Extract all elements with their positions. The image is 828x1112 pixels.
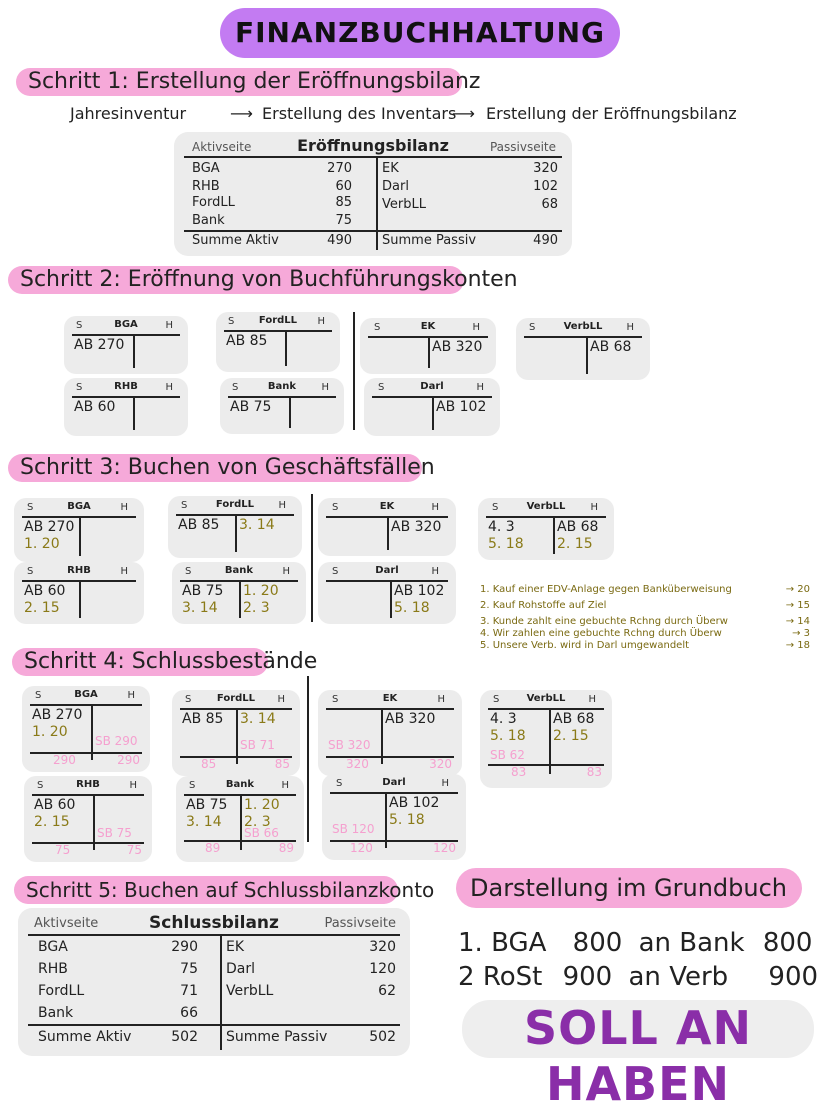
account-name: VerbLL	[526, 501, 566, 512]
soll-entry: 2. 15	[34, 814, 70, 830]
haben-entry: 2. 15	[553, 728, 589, 744]
soll-label: S	[189, 780, 196, 791]
t-account-ek	[318, 498, 456, 556]
t-account-bank	[220, 378, 344, 434]
bilanz-title: Eröffnungsbilanz	[297, 136, 449, 155]
total-haben: 75	[126, 843, 142, 857]
arrow-icon: ⟶	[452, 104, 475, 123]
divider	[220, 934, 222, 1050]
account-name: BGA	[74, 689, 98, 700]
entry-number: 2	[458, 962, 475, 992]
haben-label: H	[120, 566, 128, 577]
total-haben: 83	[586, 765, 602, 779]
haben-entry: 5. 18	[394, 600, 430, 616]
haben-entry: 2. 3	[244, 814, 271, 830]
t-line-vertical	[428, 336, 430, 368]
t-line-horizontal	[326, 580, 448, 582]
soll-label: S	[27, 566, 34, 577]
soll-entry: 2. 15	[24, 600, 60, 616]
account-name: VerbLL	[526, 693, 566, 704]
sum-value: 502	[171, 1029, 198, 1045]
haben-label: H	[278, 500, 286, 511]
t-line-vertical	[553, 516, 555, 554]
t-line-horizontal	[32, 794, 144, 796]
haben-label: H	[120, 502, 128, 513]
bilanz-value: 290	[171, 939, 198, 955]
account-name: RHB	[114, 381, 138, 392]
case-text: 5. Unsere Verb. wird in Darl umgewandelt	[480, 640, 690, 651]
flow-item-3: Erstellung der Eröffnungsbilanz	[486, 104, 737, 123]
step4-heading: Schritt 4: Schlussbestände	[12, 648, 268, 676]
case-amount: → 15	[785, 600, 810, 611]
haben-entry: 2. 3	[243, 600, 270, 616]
soll-entry: 1. 20	[24, 536, 60, 552]
haben-label: H	[281, 780, 289, 791]
total-soll: 120	[350, 841, 373, 855]
bilanz-label: Bank	[38, 1005, 74, 1021]
bilanz-label: Darl	[226, 961, 256, 977]
divider	[307, 676, 309, 842]
soll-label: S	[76, 320, 83, 331]
account-name: EK	[379, 501, 395, 512]
haben-entry: 1. 20	[244, 797, 280, 813]
t-line-vertical	[390, 580, 392, 618]
t-account-darl	[364, 378, 500, 436]
bilanz-value: 68	[541, 197, 558, 212]
soll-label: S	[492, 502, 499, 513]
t-account-bga	[64, 316, 188, 374]
schlussbilanz	[18, 908, 410, 1056]
account-name: FordLL	[258, 315, 298, 326]
soll-label: S	[378, 382, 385, 393]
haben-label: H	[277, 694, 285, 705]
total-haben: 290	[117, 753, 140, 767]
account-name: BGA	[67, 501, 91, 512]
bilanz-label: Bank	[192, 213, 225, 228]
haben-entry: AB 68	[590, 339, 632, 355]
t-line-vertical	[79, 516, 81, 556]
bilanz-value: 71	[180, 983, 198, 999]
soll-entry: AB 75	[186, 797, 228, 813]
soll-entry: 5. 18	[490, 728, 526, 744]
haben-label: H	[317, 316, 325, 327]
eroeffnungsbilanz	[174, 132, 572, 256]
sum-label: Summe Passiv	[226, 1029, 328, 1045]
bilanz-value: 62	[378, 983, 396, 999]
t-line-horizontal	[224, 330, 332, 332]
t-line-vertical	[586, 336, 588, 374]
soll-entry: AB 85	[178, 517, 220, 533]
aktivseite-label: Aktivseite	[192, 140, 252, 154]
business-cases	[480, 584, 810, 652]
total-haben: 320	[429, 757, 452, 771]
passivseite-label: Passivseite	[489, 140, 556, 154]
haben-entry: AB 68	[557, 519, 599, 535]
total-soll: 89	[205, 841, 221, 855]
step5-heading: Schritt 5: Buchen auf Schlussbilanzkonto	[14, 876, 398, 904]
total-soll: 75	[55, 843, 71, 857]
total-haben: 120	[433, 841, 456, 855]
haben-entry: 1. 20	[243, 583, 279, 599]
account-name: VerbLL	[563, 321, 603, 332]
sum-value: 502	[369, 1029, 396, 1045]
closing-balance: SB 71	[240, 738, 275, 752]
haben-label: H	[476, 382, 484, 393]
soll-label: S	[185, 566, 192, 577]
closing-balance: SB 320	[328, 738, 371, 752]
bilanz-value: 60	[335, 179, 352, 194]
case-item	[480, 600, 810, 612]
total-soll: 83	[511, 765, 527, 779]
aktivseite-label: Aktivseite	[34, 916, 99, 931]
flow-item-1: Jahresinventur	[70, 104, 187, 123]
t-account-verbll	[516, 318, 650, 380]
soll-entry: AB 85	[226, 333, 268, 349]
bilanz-label: Darl	[382, 179, 409, 194]
t-account-bank	[172, 562, 306, 624]
account-name: Darl	[420, 381, 444, 392]
step3-heading: Schritt 3: Buchen von Geschäftsfällen	[8, 454, 422, 482]
soll-entry: AB 75	[230, 399, 272, 415]
soll-entry: 3. 14	[186, 814, 222, 830]
bilanz-value: 120	[369, 961, 396, 977]
haben-label: H	[165, 382, 173, 393]
haben-label: H	[588, 694, 596, 705]
t-line-vertical	[387, 516, 389, 550]
soll-label: S	[185, 694, 192, 705]
bilanz-label: VerbLL	[382, 197, 426, 212]
entry-an: an	[638, 928, 671, 958]
haben-entry: AB 102	[389, 795, 440, 811]
soll-entry: AB 75	[182, 583, 224, 599]
soll-entry: 4. 3	[490, 711, 517, 727]
soll-label: S	[374, 322, 381, 333]
haben-entry: 3. 14	[239, 517, 275, 533]
page-title: FINANZBUCHHALTUNG	[220, 8, 620, 58]
t-line-horizontal	[488, 708, 604, 710]
soll-label: S	[27, 502, 34, 513]
haben-label: H	[129, 780, 137, 791]
haben-label: H	[127, 690, 135, 701]
bilanz-label: VerbLL	[226, 983, 274, 999]
soll-entry: AB 85	[182, 711, 224, 727]
haben-entry: AB 320	[391, 519, 442, 535]
haben-entry: 5. 18	[389, 812, 425, 828]
haben-label: H	[626, 322, 634, 333]
account-name: EK	[382, 693, 398, 704]
t-line-horizontal	[524, 336, 642, 338]
closing-balance: SB 62	[490, 748, 525, 762]
soll-entry: AB 270	[74, 337, 125, 353]
soll-entry: AB 270	[24, 519, 75, 535]
t-line-horizontal	[326, 708, 454, 710]
haben-label: H	[321, 382, 329, 393]
soll-label: S	[228, 316, 235, 327]
soll-an-haben-slogan: SOLL AN HABEN	[462, 1000, 814, 1058]
haben-entry: AB 102	[436, 399, 487, 415]
case-item	[480, 584, 810, 596]
account-name: Bank	[224, 565, 254, 576]
account-name: Bank	[267, 381, 297, 392]
t-account-darl	[318, 562, 456, 624]
haben-label: H	[590, 502, 598, 513]
haben-entry: AB 320	[385, 711, 436, 727]
soll-label: S	[181, 500, 188, 511]
entry-debit-account: BGA	[491, 928, 547, 958]
account-name: FordLL	[216, 693, 256, 704]
t-line-vertical	[235, 514, 237, 552]
t-account-bank	[176, 776, 304, 862]
divider	[28, 934, 400, 936]
step1-heading: Schritt 1: Erstellung der Eröffnungsbilanz	[16, 68, 462, 96]
closing-balance: SB 75	[97, 826, 132, 840]
haben-label: H	[282, 566, 290, 577]
t-account-rhb	[24, 776, 152, 862]
account-name: BGA	[114, 319, 138, 330]
soll-label: S	[493, 694, 500, 705]
soll-label: S	[35, 690, 42, 701]
soll-entry: AB 60	[74, 399, 116, 415]
bilanz-value: 75	[335, 213, 352, 228]
t-account-ek	[318, 690, 462, 776]
haben-label: H	[437, 694, 445, 705]
sum-label: Summe Aktiv	[192, 233, 279, 248]
bilanz-label: FordLL	[38, 983, 85, 999]
soll-entry: 5. 18	[488, 536, 524, 552]
haben-entry: AB 102	[394, 583, 445, 599]
case-amount: → 18	[785, 640, 810, 651]
bilanz-value: 85	[335, 195, 352, 210]
account-name: Bank	[225, 779, 255, 790]
entry-credit-account: Bank	[679, 928, 745, 958]
divider	[28, 1024, 400, 1026]
entry-debit-amount: 900	[562, 962, 613, 992]
bilanz-value: 320	[533, 161, 558, 176]
total-haben: 89	[278, 841, 294, 855]
account-name: Darl	[382, 777, 406, 788]
entry-an: an	[628, 962, 661, 992]
bilanz-label: FordLL	[192, 195, 235, 210]
t-account-ek	[360, 318, 496, 374]
t-line-vertical	[432, 396, 434, 430]
total-soll: 290	[53, 753, 76, 767]
total-soll: 85	[201, 757, 217, 771]
entry-number: 1.	[458, 928, 483, 958]
t-account-verbll	[480, 690, 612, 788]
case-item	[480, 628, 810, 640]
bilanz-value: 270	[327, 161, 352, 176]
case-item	[480, 640, 810, 652]
divider	[311, 494, 313, 622]
entry-debit-amount: 800	[572, 928, 623, 958]
flow-item-2: Erstellung des Inventars	[262, 104, 457, 123]
closing-balance: SB 290	[95, 734, 138, 748]
bilanz-label: RHB	[192, 179, 220, 194]
step2-heading: Schritt 2: Eröffnung von Buchführungskonten	[8, 266, 464, 294]
soll-label: S	[332, 566, 339, 577]
case-amount: → 3	[792, 628, 810, 639]
bilanz-label: BGA	[38, 939, 68, 955]
divider	[353, 312, 355, 430]
t-line-horizontal	[30, 704, 142, 706]
t-line-vertical	[289, 396, 291, 428]
entry-credit-amount: 900	[768, 962, 819, 992]
grundbuch-entry-1	[458, 928, 812, 958]
soll-label: S	[529, 322, 536, 333]
case-item	[480, 616, 810, 628]
account-name: RHB	[76, 779, 100, 790]
haben-label: H	[472, 322, 480, 333]
haben-label: H	[431, 502, 439, 513]
haben-entry: 3. 14	[240, 711, 276, 727]
bilanz-value: 320	[369, 939, 396, 955]
haben-entry: AB 320	[432, 339, 483, 355]
t-line-horizontal	[486, 516, 606, 518]
bilanz-label: RHB	[38, 961, 68, 977]
bilanz-value: 102	[533, 179, 558, 194]
account-name: EK	[420, 321, 436, 332]
t-account-rhb	[64, 378, 188, 436]
soll-label: S	[232, 382, 239, 393]
case-text: 2. Kauf Rohstoffe auf Ziel	[480, 600, 607, 611]
sum-value: 490	[327, 233, 352, 248]
bilanz-title: Schlussbilanz	[149, 913, 279, 933]
closing-balance: SB 120	[332, 822, 375, 836]
t-line-vertical	[285, 330, 287, 366]
passivseite-label: Passivseite	[324, 916, 396, 931]
haben-label: H	[431, 566, 439, 577]
soll-entry: 1. 20	[32, 724, 68, 740]
soll-label: S	[37, 780, 44, 791]
soll-label: S	[76, 382, 83, 393]
t-line-horizontal	[228, 396, 336, 398]
entry-credit-amount: 800	[762, 928, 813, 958]
t-account-fordll	[168, 496, 302, 558]
divider	[184, 156, 562, 158]
haben-entry: AB 68	[553, 711, 595, 727]
soll-label: S	[332, 694, 339, 705]
entry-credit-account: Verb	[669, 962, 729, 992]
t-account-fordll	[172, 690, 300, 776]
case-amount: → 20	[785, 584, 810, 595]
t-line-vertical	[239, 580, 241, 618]
t-line-vertical	[133, 334, 135, 368]
total-soll: 320	[346, 757, 369, 771]
soll-label: S	[336, 778, 343, 789]
sum-label: Summe Aktiv	[38, 1029, 132, 1045]
grundbuch-heading: Darstellung im Grundbuch	[456, 868, 802, 908]
t-line-horizontal	[72, 334, 180, 336]
haben-label: H	[165, 320, 173, 331]
t-line-horizontal	[72, 396, 180, 398]
account-name: RHB	[67, 565, 91, 576]
account-name: Darl	[375, 565, 399, 576]
soll-entry: AB 270	[32, 707, 83, 723]
haben-label: H	[441, 778, 449, 789]
t-line-vertical	[79, 580, 81, 618]
closing-balance: SB 66	[244, 826, 279, 840]
entry-debit-account: RoSt	[482, 962, 543, 992]
bilanz-value: 75	[180, 961, 198, 977]
t-line-horizontal	[330, 792, 458, 794]
case-text: 1. Kauf einer EDV-Anlage gegen Banküberweisung	[480, 584, 732, 595]
sum-label: Summe Passiv	[382, 233, 477, 248]
bilanz-value: 66	[180, 1005, 198, 1021]
t-account-verbll	[478, 498, 614, 560]
bilanz-label: BGA	[192, 161, 220, 176]
haben-entry: 2. 15	[557, 536, 593, 552]
t-account-darl	[322, 774, 466, 860]
case-amount: → 14	[785, 616, 810, 627]
t-line-vertical	[240, 794, 242, 850]
t-account-fordll	[216, 312, 340, 372]
account-name: FordLL	[215, 499, 255, 510]
soll-entry: AB 60	[34, 797, 76, 813]
soll-entry: 3. 14	[182, 600, 218, 616]
sum-value: 490	[533, 233, 558, 248]
bilanz-label: EK	[382, 161, 399, 176]
soll-label: S	[332, 502, 339, 513]
soll-entry: AB 60	[24, 583, 66, 599]
t-account-bga	[22, 686, 150, 772]
bilanz-label: EK	[226, 939, 245, 955]
case-text: 4. Wir zahlen eine gebuchte Rchng durch Überw	[480, 628, 722, 639]
divider	[376, 156, 378, 250]
t-account-rhb	[14, 562, 144, 624]
case-text: 3. Kunde zahlt eine gebuchte Rchng durch Überw	[480, 616, 728, 627]
t-account-bga	[14, 498, 144, 562]
grundbuch-entry-2	[458, 962, 818, 992]
total-haben: 85	[274, 757, 290, 771]
arrow-icon: ⟶	[230, 104, 253, 123]
t-line-vertical	[133, 396, 135, 430]
soll-entry: 4. 3	[488, 519, 515, 535]
